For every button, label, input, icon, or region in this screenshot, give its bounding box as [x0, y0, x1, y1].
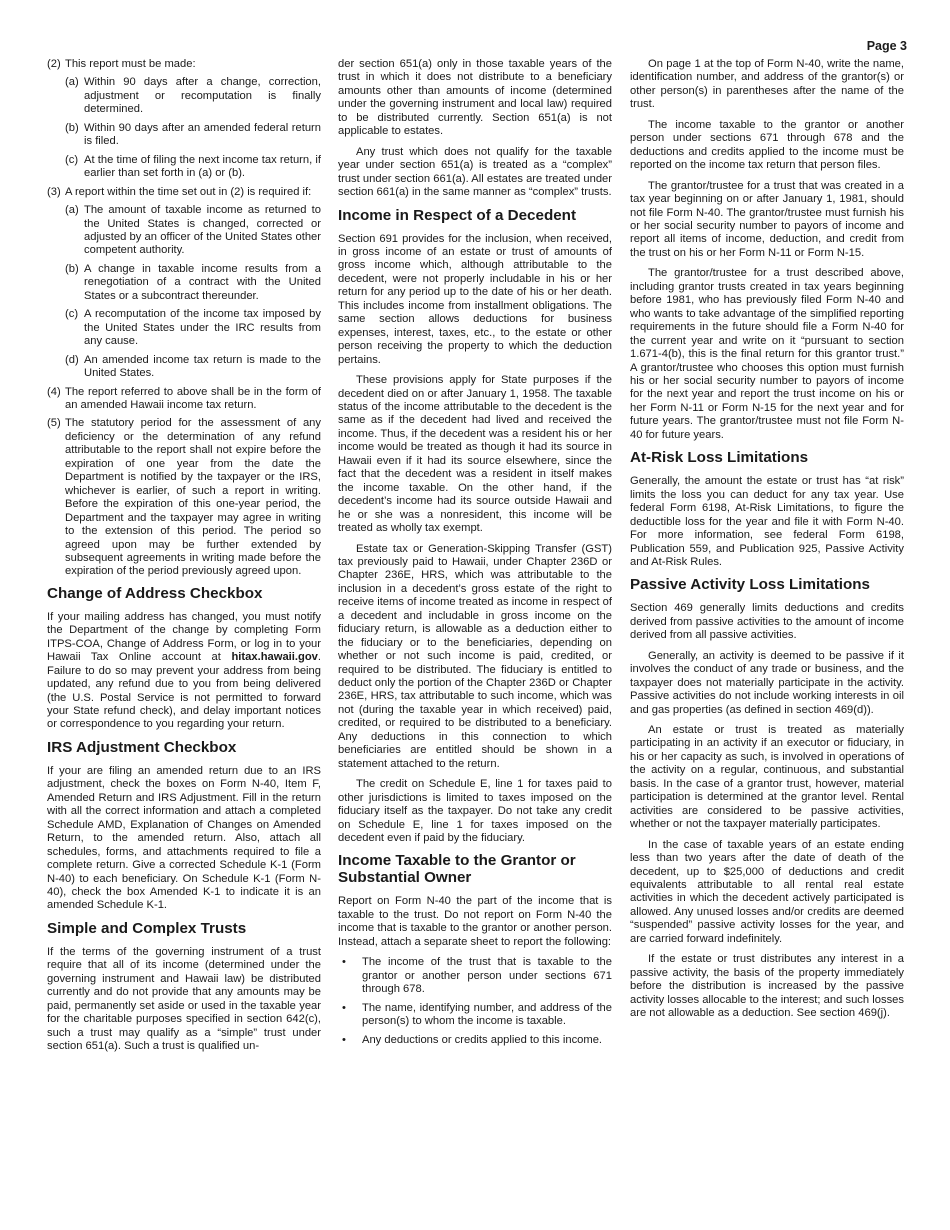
bullet-item — [338, 1002, 612, 1029]
column-1 — [47, 58, 321, 1061]
list-label: (3) — [47, 185, 61, 198]
list-text: Within 90 days after an amended federal return is filed. — [84, 121, 321, 148]
list-item — [65, 308, 321, 348]
list-text: The statutory period for the assessment of any deficiency or the determination of any refund attributable to the report shall not expire before the expiration of one year from the date the Department is notified by the taxpayer or the IRS, whichever is earlier, of such a report in writing. Before the expiration of this one-year period, the Department and the taxpayer may agree in writing to the extension of this period. The period so agreed upon may be further extended by subsequent agreements in writing made before the expiration of the period previously agreed upon. — [65, 417, 321, 578]
column-3 — [630, 58, 904, 1028]
paragraph: Section 691 provides for the inclusion, when received, in gross income of an estate or trust of amounts of gross income which, although attributable to the decedent, were not properly includable in his or her return for any period up to the date of his or her death. This includes income from installment obligations. The same section allows deductions for business expenses, interest, taxes, etc., to the estate or other person receiving the property to which the deduction pertains. — [338, 232, 612, 366]
text-run: If your mailing address has changed, you must notify the Department of the change by completing Form ITPS-COA, Change of Address Form, or log in to your Hawaii Tax Online account at — [47, 610, 321, 664]
paragraph: The grantor/trustee for a trust that was created in a tax year beginning on or after January 1, 1981, should not file Form N-40. The grantor/trustee must furnish his or her social security number to payors of income and report all items of income, deduction, and credit from the trust on his or her Form N-11 or Form N-15. — [630, 179, 904, 259]
bullet-item — [338, 1034, 612, 1047]
paragraph: der section 651(a) only in those taxable years of the trust in which it does not distribute to a beneficiary amounts other than amounts of income (determined under the governing instrument and local law) required to be distributed currently. Section 651(a) is not applicable to estates. — [338, 58, 612, 138]
list-item — [47, 386, 321, 413]
list-item — [65, 204, 321, 258]
paragraph: If your are filing an amended return due to an IRS adjustment, check the boxes on Form N-40, Item F, Amended Return and IRS Adjustment. Fill in the return with all the correct information and attach a completed Schedule AMD, Explanation of Changes on Amended Return, to the amended return. Also, attach all schedules, forms, and attachments required to file a complete return. Give a corrected Schedule K-1 (Form N-40) to each beneficiary. On Schedule K-1 (Form N-40), check the box Amended K-1 to indicate it is an amended Schedule K-1. — [47, 764, 321, 912]
bullet-text: The name, identifying number, and address of the person(s) to whom the income is taxable. — [362, 1001, 612, 1028]
paragraph: The income taxable to the grantor or another person under sections 671 through 678 and the deductions and credits applied to the income must be reported on the income tax return that person files. — [630, 118, 904, 172]
list-item — [65, 154, 321, 181]
paragraph: Generally, the amount the estate or trust has “at risk” limits the loss you can deduct for any tax year. Use federal Form 6198, At-Risk Limitations, to figure the deductible loss for the year and file it with Form N-40. For more information, see federal Form 6198, Publication 559, and Publication 925, Passive Activity and At-Risk Rules. — [630, 475, 904, 568]
paragraph: Any trust which does not qualify for the taxable year under section 651(a) is treated as a “complex” trust under section 661(a). All estates are treated under section 661(a) in the same manner as “complex” trusts. — [338, 145, 612, 199]
list-label: (d) — [65, 353, 79, 366]
paragraph: If the estate or trust distributes any interest in a passive activity, the basis of the property immediately before the distribution is increased by the passive activity losses allocable to the interest; and such losses are not allowable as a deduction. See section 469(j). — [630, 953, 904, 1020]
paragraph: Report on Form N-40 the part of the income that is taxable to the trust. Do not report on Form N-40 the income that is taxable to the grantor or another person. Instead, attach a separate sheet to report the following: — [338, 895, 612, 948]
list-label: (b) — [65, 121, 79, 134]
list-label: (a) — [65, 204, 79, 217]
paragraph: The credit on Schedule E, line 1 for taxes paid to other jurisdictions is limited to taxes imposed on the fiduciary itself as the taxpayer. Do not take any credit on Schedule E, line 1 for taxes imposed on the decedent even if paid by the fiduciary. — [338, 778, 612, 845]
section-heading-irs-adjustment: IRS Adjustment Checkbox — [47, 738, 237, 756]
list-item — [47, 186, 321, 199]
section-heading-at-risk: At-Risk Loss Limitations — [630, 449, 809, 467]
bullet-text: Any deductions or credits applied to this income. — [362, 1033, 603, 1046]
list-label: (b) — [65, 262, 79, 275]
list-item — [47, 58, 321, 71]
list-item — [65, 354, 321, 381]
bullet-item — [338, 956, 612, 996]
list-item — [65, 122, 321, 149]
bullet-icon: • — [342, 1033, 346, 1046]
bullet-icon: • — [342, 1001, 346, 1014]
section-heading-income-decedent: Income in Respect of a Decedent — [338, 206, 577, 224]
list-label: (4) — [47, 385, 61, 398]
paragraph: An estate or trust is treated as materially participating in an activity if an executor or fiduciary, in his or her capacity as such, is involved in operations of the activity on a regular, continuous, and substantial basis. In the case of a grantor trust, however, material participation is determined at the grantor level. Rental activities are considered to be passive activities, whether or not the taxpayer materially participates. — [630, 724, 904, 831]
section-heading-passive-activity: Passive Activity Loss Limitations — [630, 576, 870, 594]
list-text: This report must be made: — [65, 58, 196, 70]
list-text: A change in taxable income results from a renegotiation of a contract with the United States or a subcontract thereunder. — [84, 262, 321, 302]
page-number: Page 3 — [866, 39, 907, 53]
list-text: The report referred to above shall be in the form of an amended Hawaii income tax return. — [65, 385, 321, 411]
column-2 — [338, 58, 612, 1052]
paragraph: If the terms of the governing instrument of a trust require that all of its income (determined under the governing instrument and Hawaii law) be distributed currently and do not provide that any amounts may be paid, permanently set aside or used in the taxable year for the charitable purposes specified in section 642(c), such a trust may qualify as a “simple” trust under section 651(a). Such a trust is qualified un- — [47, 945, 321, 1053]
list-text: A report within the time set out in (2) is required if: — [65, 185, 312, 198]
list-item — [65, 76, 321, 116]
text-run: . Failure to do so may prevent your address from being updated, any refund due to you from being delivered (the U.S. Postal Service is not permitted to forward your State refund check), and delay important notices or correspondence to you regarding your return. — [47, 651, 321, 731]
section-heading-simple-complex-trusts: Simple and Complex Trusts — [47, 919, 247, 937]
list-text: At the time of filing the next income tax return, if earlier than set forth in (a) or (b). — [84, 153, 321, 180]
list-label: (a) — [65, 76, 79, 89]
section-heading-change-of-address: Change of Address Checkbox — [47, 584, 263, 602]
list-text: The amount of taxable income as returned to the United States is changed, corrected or adjusted by an officer of the United States other competent authority. — [84, 204, 321, 257]
list-item — [47, 417, 321, 578]
list-label: (5) — [47, 417, 61, 430]
paragraph: Generally, an activity is deemed to be passive if it involves the conduct of any trade or business, and the taxpayer does not materially participate in the activity. Passive activities do not include working interests in oil and gas properties (as defined in section 469(d)). — [630, 649, 904, 716]
list-text: An amended income tax return is made to the United States. — [84, 353, 321, 380]
paragraph: Estate tax or Generation-Skipping Transfer (GST) tax previously paid to Hawaii, under Chapter 236D or Chapter 236E, HRS, which was attributable to the inclusion in a decedent’s gross estate of the right to receive items of income treated as income in respect of a decedent and includable in gross income on the fiduciary return, is allowable as a deduction either to the fiduciary or to the beneficiaries, depending on whether or not such income is paid, credited, or required to be distributed. The fiduciary is entitled to deduct only the portion of the Chapter 236D or Chapter 236E, HRS, tax attributable to such income, which was not (during the taxable year in which received) paid, credited, or required to be distributed to a beneficiary. Any deductions in this connection to which beneficiaries are entitled should be shown in a statement attached to the return. — [338, 542, 612, 770]
paragraph: On page 1 at the top of Form N-40, write the name, identification number, and address of the grantor(s) or other person(s) in parentheses after the name of the trust. — [630, 58, 904, 111]
list-label: (c) — [65, 308, 79, 321]
section-heading-income-grantor: Income Taxable to the Grantor or Substantial Owner — [338, 852, 576, 887]
list-text: Within 90 days after a change, correction, adjustment or recomputation is finally determined. — [84, 76, 321, 116]
website-link[interactable]: hitax.hawaii.gov — [231, 651, 318, 664]
list-label: (2) — [47, 58, 61, 70]
bullet-icon: • — [342, 956, 346, 969]
paragraph — [47, 611, 321, 732]
paragraph: These provisions apply for State purposes if the decedent died on or after January 1, 1958. The taxable status of the income attributable to the decedent is the same as if the decedent had lived and received the income. Thus, if the decedent was a resident his or her income would be treated as though it had its source in Hawaii even if it had its source elsewhere, since the fact that the decedent was a resident in itself makes the income taxable. On the other hand, if the decedent’s income had its source outside Hawaii and he or she was a nonresident, this income will be treated as wholly tax exempt. — [338, 374, 612, 535]
list-item — [65, 263, 321, 303]
paragraph: Section 469 generally limits deductions and credits derived from passive activities to the amount of income derived from all passive activities. — [630, 602, 904, 642]
list-text: A recomputation of the income tax imposed by the United States under the IRC results from any cause. — [84, 308, 321, 348]
paragraph: The grantor/trustee for a trust described above, including grantor trusts created in tax years beginning before 1981, who has previously filed Form N-40 and who wants to take advantage of the simplified reporting requirements in the future should file a Form N-40 for the current year and write on it “pursuant to section 1.671-4(b), this is the final return for this grantor trust.” A grantor/trustee who chooses this option must furnish his or her social security number to payors of income for the next year and report the trust income on his or her Form N-11 or Form N-15 for the next year and for future years. The grantor/trustee must not file Form N-40 for future years. — [630, 267, 904, 441]
list-label: (c) — [65, 153, 79, 166]
bullet-text: The income of the trust that is taxable to the grantor or another person under sections 671 through 678. — [362, 956, 612, 996]
paragraph: In the case of taxable years of an estate ending less than two years after the date of death of the decedent, up to $25,000 of deductions and credit equivalents attributable to all rental real estate activities in which the decedent actively participated is allowed. Any unused losses and/or credits are deemed “suspended” passive activity losses for the year, and are carried forward indefinitely. — [630, 838, 904, 945]
